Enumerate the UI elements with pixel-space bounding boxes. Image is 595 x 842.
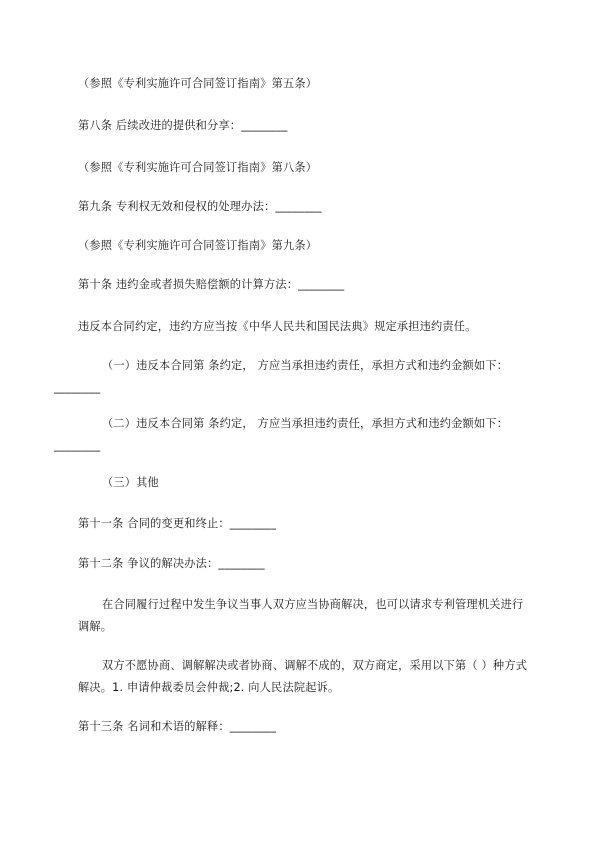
paragraph-article-8 [78, 115, 528, 137]
fill-blank: ________ [298, 278, 345, 291]
paragraph-article-10 [78, 274, 528, 296]
paragraph-breach-clause-2 [54, 413, 528, 457]
paragraph-reference-article-8 [78, 157, 528, 179]
fill-blank: ________ [275, 200, 322, 213]
fill-blank: ________ [229, 720, 277, 733]
paragraph-text: （参照《专利实施许可合同签订指南》第五条） [78, 77, 318, 90]
paragraph-breach-clause-3 [102, 472, 552, 494]
paragraph-text: 第十二条 争议的解决办法： [78, 557, 219, 570]
paragraph-text: （一）违反本合同第 条约定， 方应当承担违约责任，承担方式和违约金额如下： [102, 359, 509, 372]
paragraph-text: （参照《专利实施许可合同签订指南》第八条） [78, 161, 318, 174]
paragraph-text: （参照《专利实施许可合同签订指南》第九条） [78, 239, 318, 252]
paragraph-article-11 [78, 513, 528, 535]
paragraph-text: 双方不愿协商、调解解决或者协商、调解不成的，双方商定，采用以下第（ ）种方式解决。1. 申请仲裁委员会仲裁;2. 向人民法院起诉。 [78, 659, 528, 694]
paragraph-reference-article-9 [78, 235, 528, 257]
paragraph-text: 第十一条 合同的变更和终止： [78, 517, 230, 530]
paragraph-article-9 [78, 196, 528, 218]
paragraph-text: 第九条 专利权无效和侵权的处理办法： [78, 200, 276, 213]
paragraph-breach-clause-1 [54, 355, 528, 399]
paragraph-dispute-resolution-methods [78, 655, 528, 699]
paragraph-text: 在合同履行过程中发生争议当事人双方应当协商解决，也可以请求专利管理机关进行调解。 [78, 598, 524, 633]
fill-blank: ________ [54, 381, 101, 394]
paragraph-text: 第八条 后续改进的提供和分享： [78, 119, 242, 132]
fill-blank: ________ [54, 439, 101, 452]
paragraph-text: 第十条 违约金或者损失赔偿额的计算方法： [78, 278, 299, 291]
paragraph-article-12 [78, 553, 528, 575]
fill-blank: ________ [241, 119, 288, 132]
paragraph-text: 第十三条 名词和术语的解释： [78, 720, 230, 733]
paragraph-text: （二）违反本合同第 条约定， 方应当承担违约责任，承担方式和违约金额如下： [102, 417, 509, 430]
paragraph-text: （三）其他 [102, 476, 159, 489]
fill-blank: ________ [229, 517, 277, 530]
fill-blank: ________ [218, 557, 265, 570]
paragraph-dispute-negotiation [78, 594, 528, 638]
paragraph-reference-article-5 [78, 73, 528, 95]
paragraph-article-13 [78, 716, 528, 738]
paragraph-text: 违反本合同约定，违约方应当按《中华人民共和国民法典》规定承担违约责任。 [78, 320, 477, 333]
paragraph-breach-liability [78, 316, 528, 338]
